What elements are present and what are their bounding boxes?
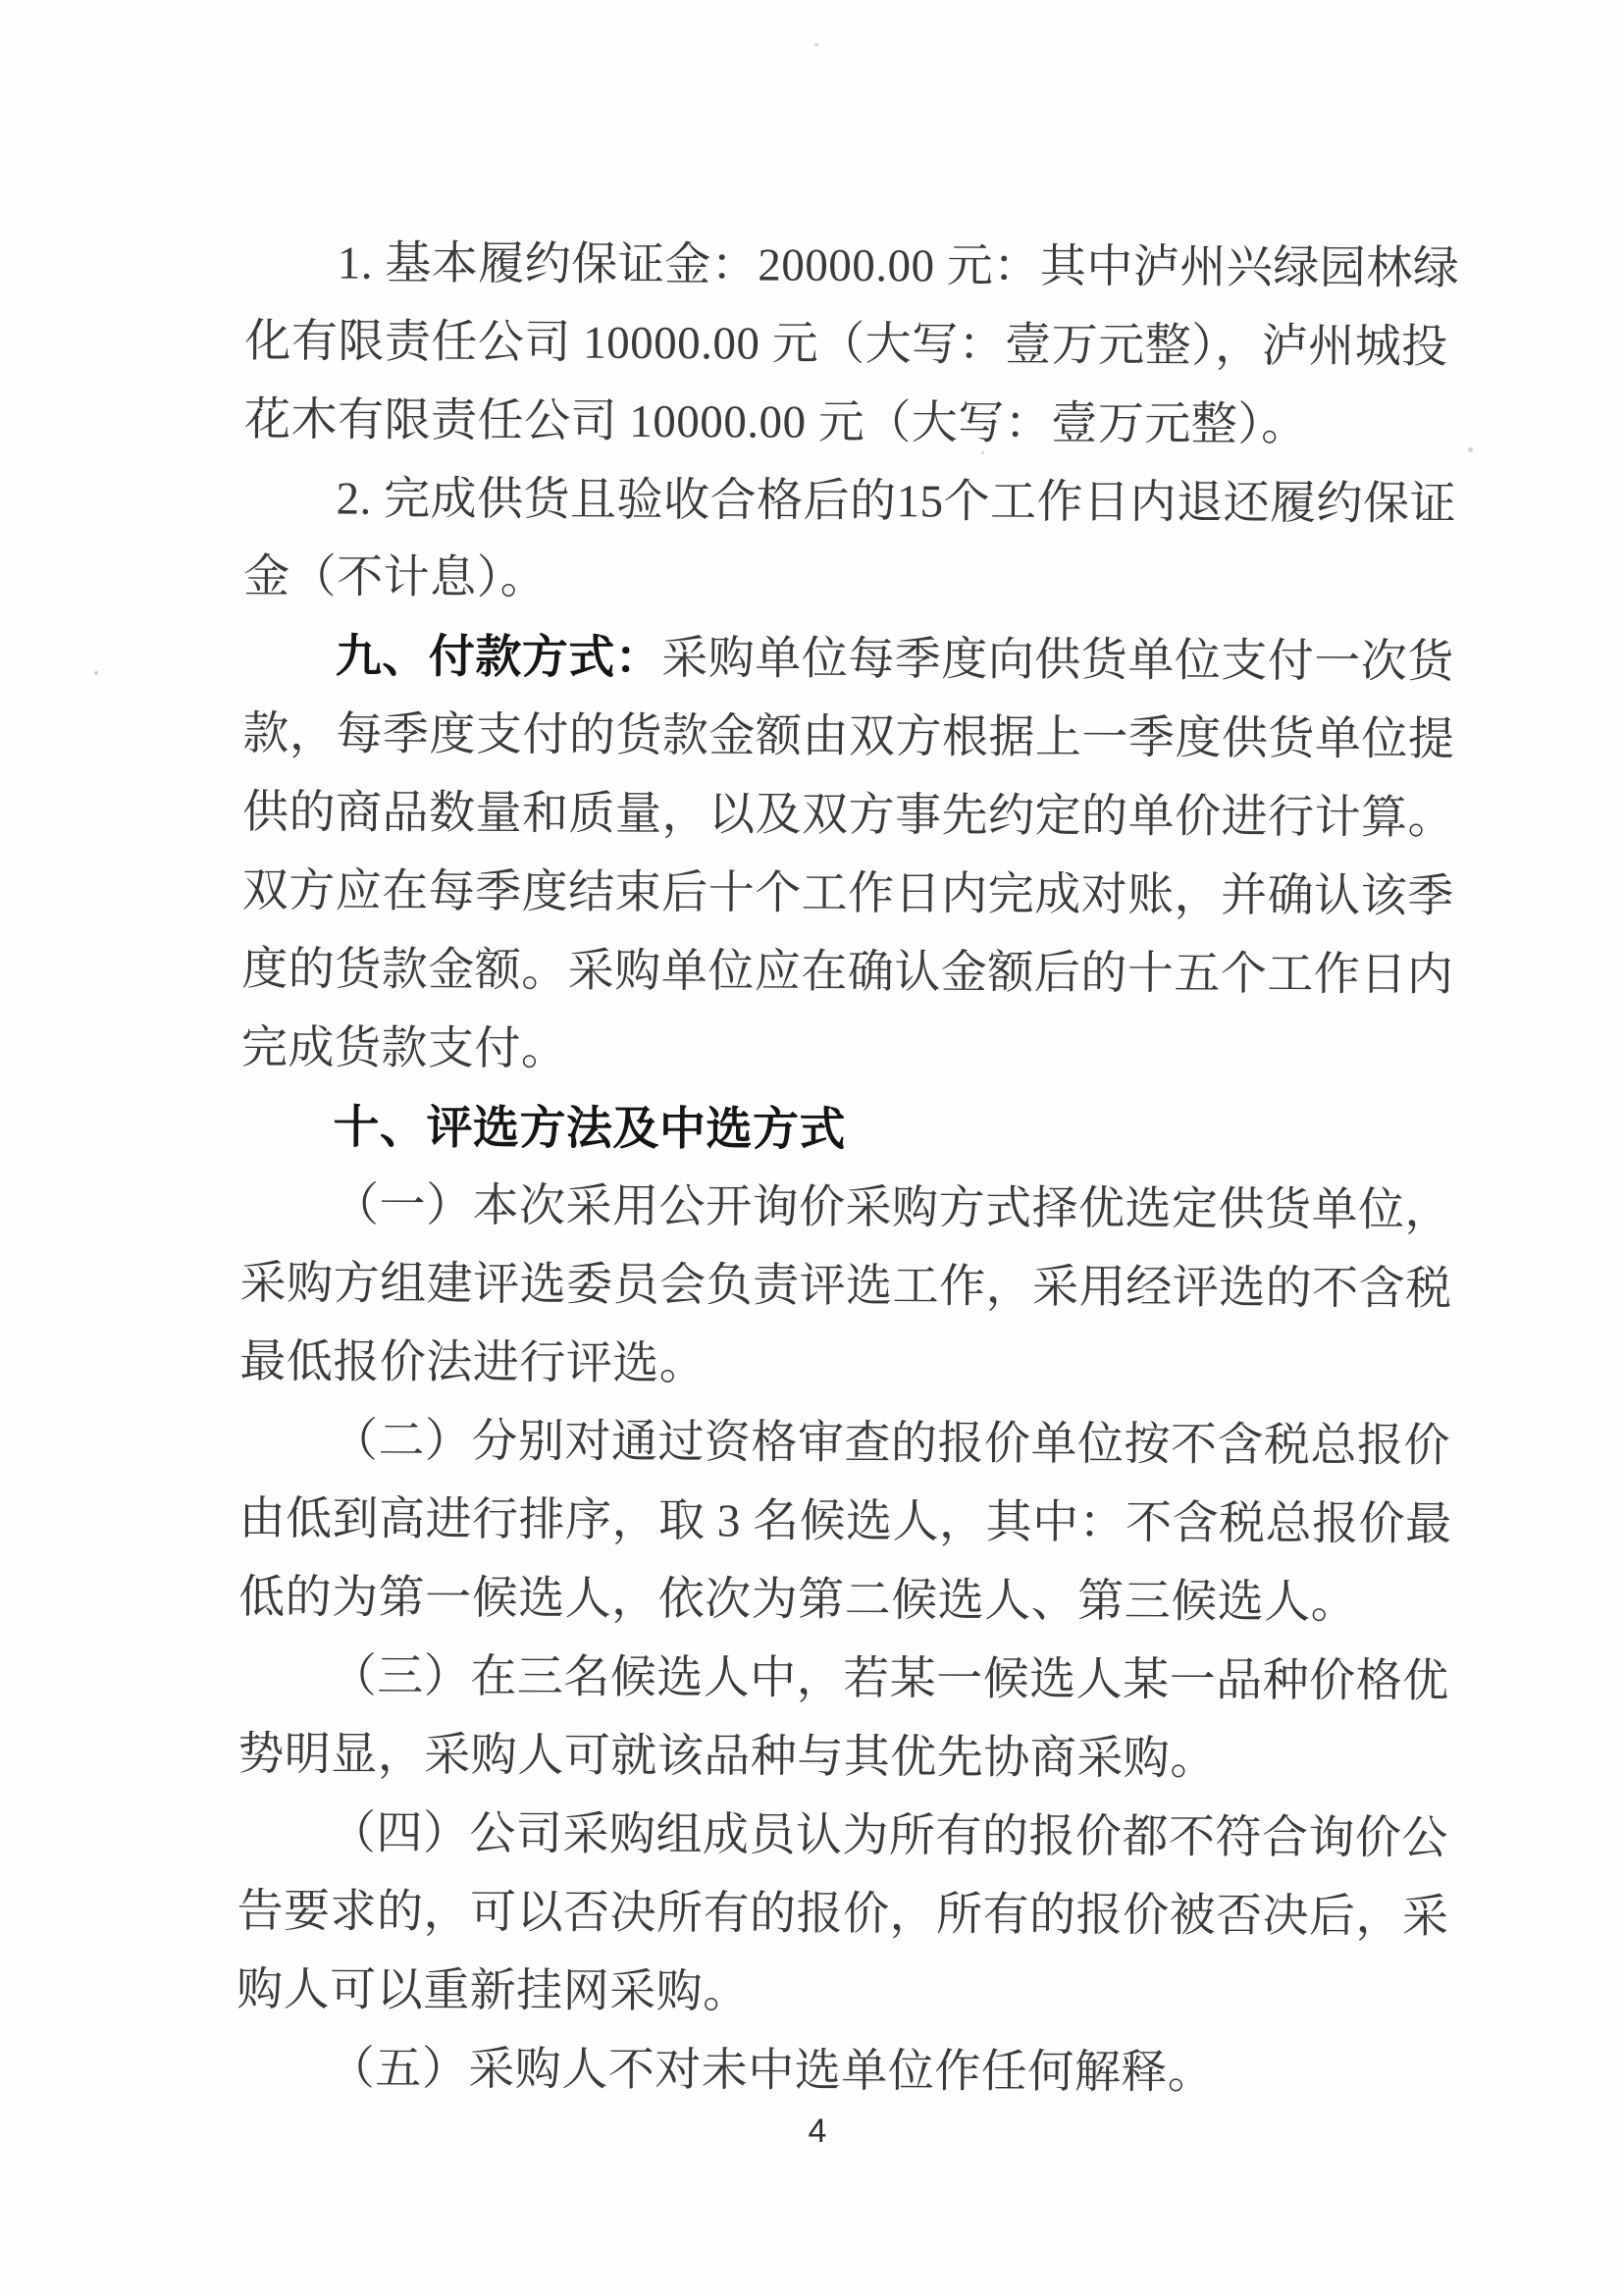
text-line-5: 金（不计息）。 (243, 550, 548, 604)
scan-speck (1468, 447, 1473, 452)
text-line-22: 告要求的，可以否决所有的报价，所有的报价被否决后，采 (236, 1885, 1449, 1944)
text-line-2: 化有限责任公司 10000.00 元（大写：壹万元整），泸州城投 (244, 315, 1448, 373)
text-line-3: 花木有限责任公司 10000.00 元（大写：壹万元整）。 (243, 393, 1308, 451)
scan-speck (981, 451, 984, 454)
text-line-4: 2. 完成供货且验收合格后的15个工作日内退还履约保证 (336, 473, 1457, 531)
text-line-11: 完成货款支付。 (240, 1021, 568, 1075)
text-line-16: （二）分别对通过资格审查的报价单位按不含税总报价 (331, 1415, 1451, 1473)
text-line-24: （五）采购人不对未中选单位作任何解释。 (328, 2043, 1215, 2099)
text-line-6 (243, 616, 1454, 701)
text-line-9: 双方应在每季度结束后十个工作日内完成对账，并确认该季 (241, 864, 1454, 923)
text-line-1: 1. 基本履约保证金：20000.00 元：其中泸州兴绿园林绿 (337, 237, 1460, 295)
text-line-17: 由低到高进行排序，取 3 名候选人，其中：不含税总报价最 (238, 1492, 1452, 1551)
section-heading-selection: 十、评选方法及中选方式 (333, 1100, 847, 1156)
text-line-19: （三）在三名候选人中，若某一候选人某一品种价格优 (330, 1650, 1449, 1708)
page-number: 4 (808, 2113, 827, 2150)
text-line-18: 低的为第一候选人，依次为第二候选人、第三候选人。 (238, 1571, 1358, 1629)
text-line-6-body: 采购单位每季度向供货单位支付一次货 (661, 633, 1454, 689)
section-heading-payment: 九、付款方式： (335, 629, 662, 684)
text-line-13: （一）本次采用公开询价采购方式择优选定供货单位， (332, 1179, 1452, 1237)
text-line-23: 购人可以重新挂网采购。 (236, 1963, 750, 2018)
text-line-21: （四）公司采购组成员认为所有的报价都不符合询价公 (329, 1807, 1449, 1865)
text-line-7: 款，每季度支付的货款金额由双方根据上一季度供货单位提 (242, 707, 1455, 766)
text-line-15: 最低报价法进行评选。 (239, 1335, 707, 1390)
scan-speck (94, 671, 98, 675)
document-body (236, 224, 1460, 2113)
text-line-10: 度的货款金额。采购单位应在确认金额后的十五个工作日内 (241, 943, 1454, 1002)
text-line-8: 供的商品数量和质量，以及双方事先约定的单价进行计算。 (241, 786, 1455, 845)
text-line-20: 势明显，采购人可就该品种与其优先协商采购。 (237, 1728, 1217, 1785)
text-line-14: 采购方组建评选委员会负责评选工作，采用经评选的不含税 (239, 1257, 1452, 1316)
scan-speck (814, 43, 818, 46)
